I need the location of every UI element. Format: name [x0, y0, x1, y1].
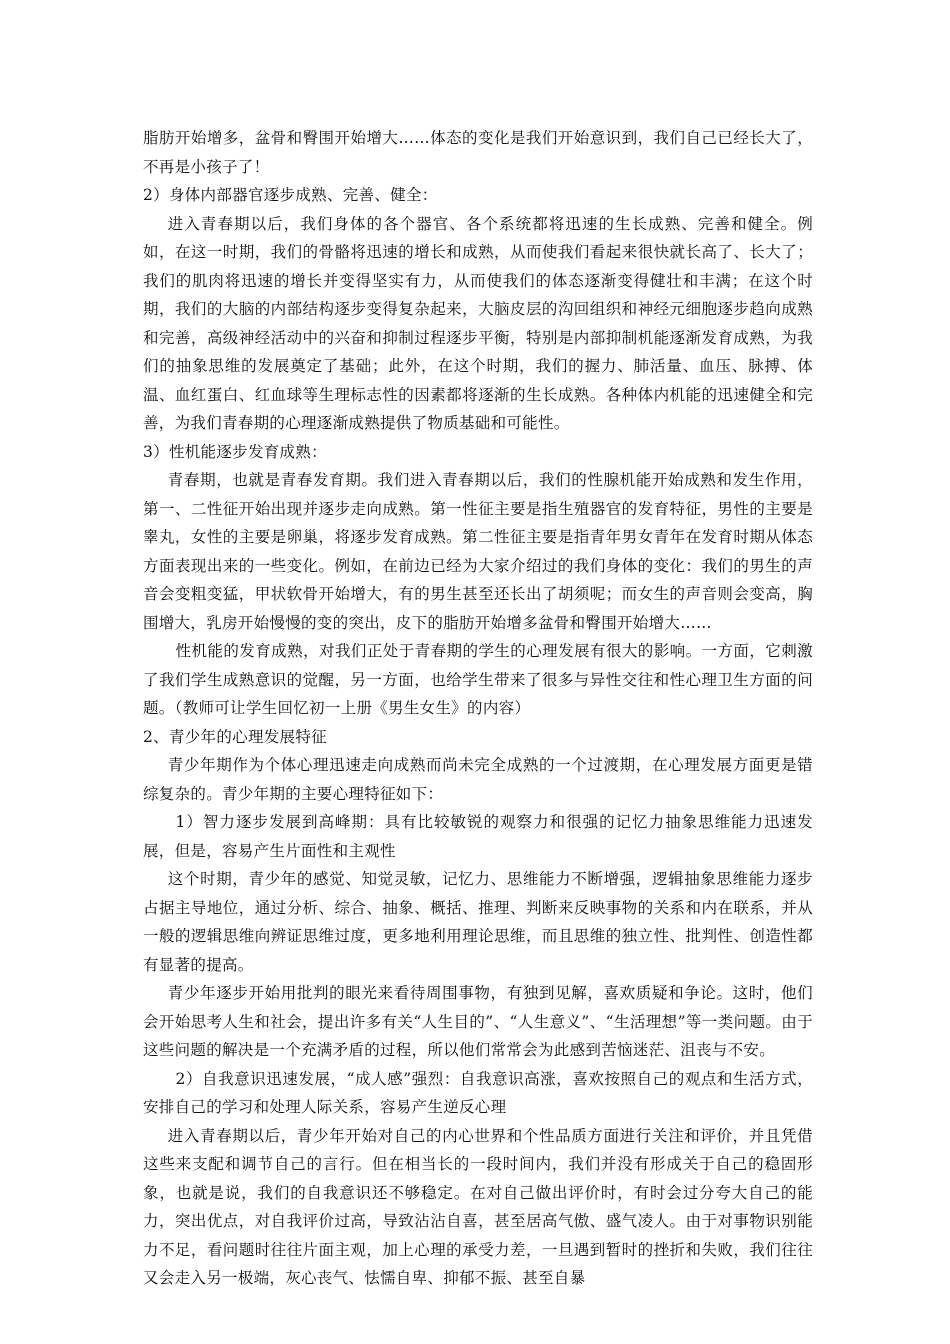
subheading: 2）自我意识迅速发展，“成人感”强烈：自我意识高涨，喜欢按照自己的观点和生活方式，安排自己的学习和处理人际关系，容易产生逆反心理 [143, 1069, 813, 1116]
paragraph: 进入青春期以后，青少年开始对自己的内心世界和个性品质方面进行关注和评价，并且凭借这些来支配和调节自己的言行。但在相当长的一段时间内，我们并没有形成关于自己的稳固形象，也就是说，我们的自我意识还不够稳定。在对自己做出评价时，有时会过分夸大自己的能力，突出优点，对自我评价过高，导致沾沾自喜，甚至居高气傲、盛气凌人。由于对事物识别能力不足，看问题时往往片面主观，加上心理的承受力差，一旦遇到暂时的挫折和失败，我们往往又会走入另一极端，灰心丧气、怯懦自卑、抑郁不振、甚至自暴 [143, 1126, 813, 1287]
paragraph: 青春期，也就是青春发育期。我们进入青春期以后，我们的性腺机能开始成熟和发生作用，第一、二性征开始出现并逐步走向成熟。第一性征主要是指生殖器官的发育特征，男性的主要是睾丸，女性的主要是卵巢，将逐步发育成熟。第二性征主要是指青年男女青年在发育时期从体态方面表现出来的一些变化。例如，在前边已经为大家介绍过的我们身体的变化：我们的男生的声音会变粗变猛，甲状软骨开始增大，有的男生甚至还长出了胡须呢；而女生的声音则会变高，胸围增大，乳房开始慢慢的变的突出，皮下的脂肪开始增多盆骨和臀围开始增大…… [143, 471, 813, 632]
section-heading: 2、青少年的心理发展特征 [143, 727, 327, 746]
paragraph: 青少年逐步开始用批判的眼光来看待周围事物，有独到见解，喜欢质疑和争论。这时，他们会开始思考人生和社会，提出许多有关“人生目的”、“人生意义”、“生活理想”等一类问题。由于这些问题的解决是一个充满矛盾的过程，所以他们常常会为此感到苦恼迷茫、沮丧与不安。 [143, 984, 813, 1059]
paragraph: 进入青春期以后，我们身体的各个器官、各个系统都将迅速的生长成熟、完善和健全。例如，在这一时期，我们的骨骼将迅速的增长和成熟，从而使我们看起来很快就长高了、长大了；我们的肌肉将迅速的增长并变得坚实有力，从而使我们的体态逐渐变得健壮和丰满；在这个时期，我们的大脑的内部结构逐步变得复杂起来，大脑皮层的沟回组织和神经元细胞逐步趋向成熟和完善，高级神经活动中的兴奋和抑制过程逐步平衡，特别是内部抑制机能逐渐发育成熟，为我们的抽象思维的发展奠定了基础；此外，在这个时期，我们的握力、肺活量、血压、脉搏、体温、血红蛋白、红血球等生理标志性的因素都将逐渐的生长成熟。各种体内机能的迅速健全和完善，为我们青春期的心理逐渐成熟提供了物质基础和可能性。 [143, 214, 813, 432]
paragraph: 这个时期，青少年的感觉、知觉灵敏，记忆力、思维能力不断增强，逻辑抽象思维能力逐步占据主导地位，通过分析、综合、抽象、概括、推理、判断来反映事物的关系和内在联系，并从一般的逻辑思维向辨证思维过度，更多地利用理论思维，而且思维的独立性、批判性、创造性都有显著的提高。 [143, 870, 813, 974]
paragraph: 性机能的发育成熟，对我们正处于青春期的学生的心理发展有很大的影响。一方面，它刺激了我们学生成熟意识的觉醒，另一方面，也给学生带来了很多与异性交往和性心理卫生方面的问题。（教师可让学生回忆初一上册《男生女生》的内容） [143, 642, 813, 717]
section-heading: 3）性机能逐步发育成熟： [143, 442, 327, 461]
subheading: 1）智力逐步发展到高峰期：具有比较敏锐的观察力和很强的记忆力抽象思维能力迅速发展，但是，容易产生片面性和主观性 [143, 813, 813, 860]
document-body [143, 124, 813, 1293]
paragraph: 脂肪开始增多，盆骨和臀围开始增大……体态的变化是我们开始意识到，我们自己已经长大了，不再是小孩子了！ [143, 129, 813, 176]
section-heading: 2）身体内部器官逐步成熟、完善、健全： [143, 186, 438, 204]
paragraph: 青少年期作为个体心理迅速走向成熟而尚未完全成熟的一个过渡期，在心理发展方面更是错综复杂的。青少年期的主要心理特征如下： [143, 756, 813, 803]
